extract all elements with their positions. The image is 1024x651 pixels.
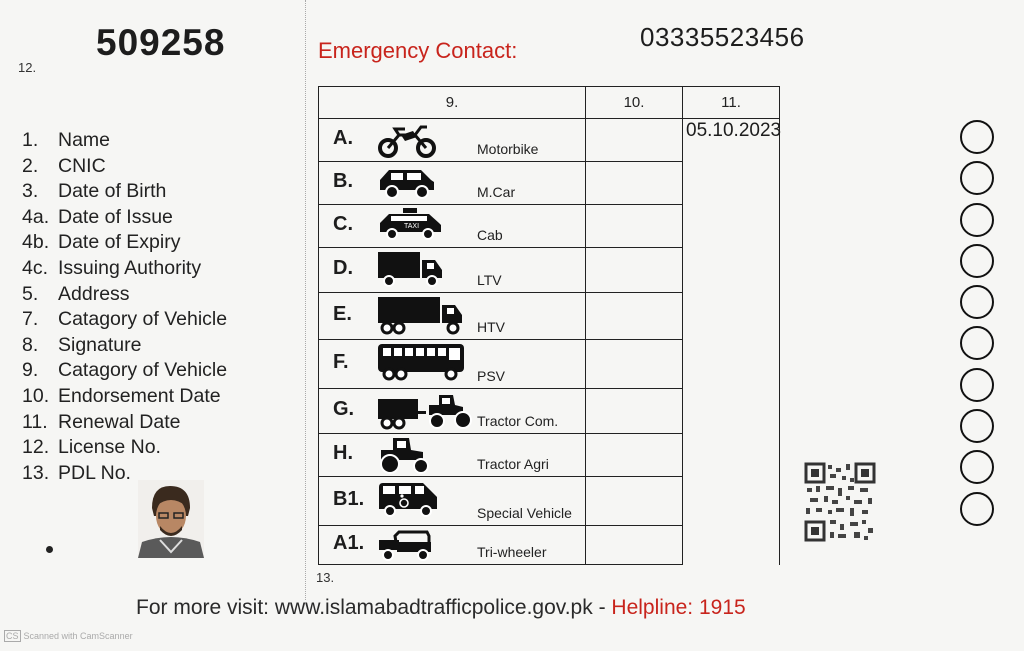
vehicle-category-cell <box>319 162 586 205</box>
header-endorsement: 10. <box>586 87 683 119</box>
vehicle-code: D. <box>333 257 353 279</box>
punch-circles <box>960 120 998 533</box>
renewal-date-cell <box>683 293 780 340</box>
field-number: 11. <box>22 410 48 433</box>
endorsement-date-cell <box>586 340 683 389</box>
punch-circle <box>960 203 994 237</box>
endorsement-date-cell <box>586 477 683 526</box>
field-number: 10. <box>22 384 50 407</box>
scanner-text: Scanned with CamScanner <box>23 631 133 641</box>
vehicle-name: Tractor Agri <box>477 456 549 472</box>
endorsement-date-cell <box>586 119 683 162</box>
vehicle-row <box>319 526 780 565</box>
field-legend-item <box>22 230 227 256</box>
vehicle-name: LTV <box>477 272 502 288</box>
light-truck-icon <box>377 250 443 293</box>
punch-circle <box>960 409 994 443</box>
vehicle-name: Tractor Com. <box>477 413 559 429</box>
field-number: 4c. <box>22 256 49 279</box>
tractor-trailer-icon <box>377 393 473 436</box>
vehicle-category-cell <box>319 477 586 526</box>
endorsement-date-cell <box>586 162 683 205</box>
vehicle-code: B. <box>333 170 353 192</box>
field-legend <box>22 128 227 486</box>
punch-circle <box>960 120 994 154</box>
renewal-date-cell <box>683 434 780 477</box>
taxi-icon <box>377 207 443 246</box>
field-number: 9. <box>22 359 39 382</box>
field-label: License No. <box>58 436 161 459</box>
vehicle-category-table <box>318 86 780 565</box>
tractor-icon <box>377 436 431 479</box>
endorsement-date-cell <box>586 389 683 434</box>
vehicle-row <box>319 389 780 434</box>
vehicle-category-cell <box>319 526 586 565</box>
qr-code <box>804 462 876 542</box>
field-number: 4a. <box>22 205 50 228</box>
vehicle-name: Motorbike <box>477 141 539 157</box>
punch-circle <box>960 368 994 402</box>
field-legend-item <box>22 307 227 333</box>
punch-circle <box>960 161 994 195</box>
tri-wheeler-icon <box>377 526 435 569</box>
vehicle-name: PSV <box>477 368 506 384</box>
field-legend-item <box>22 384 227 410</box>
vehicle-row <box>319 293 780 340</box>
header-renewal: 11. <box>683 87 780 119</box>
motorbike-icon <box>377 121 437 164</box>
field-number: 1. <box>22 129 39 151</box>
field-label: Issuing Authority <box>58 256 202 279</box>
vehicle-row <box>319 477 780 526</box>
field-legend-item <box>22 154 227 180</box>
field-label: Date of Birth <box>58 180 167 203</box>
field-label: Address <box>58 282 130 305</box>
license-no-marker: 12. <box>18 60 37 75</box>
punch-circle <box>960 326 994 360</box>
field-number: 13. <box>22 461 50 484</box>
field-number: 4b. <box>22 231 50 254</box>
taxi-sign-text: TAXI <box>404 223 420 230</box>
vehicle-code: A1. <box>333 532 365 554</box>
field-legend-item <box>22 282 227 308</box>
vehicle-row <box>319 340 780 389</box>
endorsement-date-cell <box>586 434 683 477</box>
pdl-marker: 13. <box>316 570 335 585</box>
vehicle-code: B1. <box>333 488 365 510</box>
endorsement-date-cell <box>586 526 683 565</box>
vehicle-code: A. <box>333 127 353 149</box>
heavy-truck-icon <box>377 295 463 340</box>
field-label: Endorsement Date <box>58 384 221 407</box>
vehicle-category-cell <box>319 340 586 389</box>
field-label: Catagory of Vehicle <box>58 359 228 382</box>
footer-website-link[interactable]: www.islamabadtrafficpolice.gov.pk <box>274 596 593 619</box>
vehicle-category-cell <box>319 119 586 162</box>
license-number: 509258 <box>96 22 226 63</box>
field-label: Signature <box>58 333 142 356</box>
renewal-date-cell <box>683 162 780 205</box>
punch-circle <box>960 244 994 278</box>
vehicle-row <box>319 434 780 477</box>
field-label: Name <box>58 129 111 151</box>
punch-circle <box>960 492 994 526</box>
field-legend-item <box>22 128 227 154</box>
renewal-date-cell <box>683 389 780 434</box>
vehicle-row <box>319 205 780 248</box>
field-number: 2. <box>22 154 39 177</box>
field-label: CNIC <box>58 154 106 177</box>
field-label: PDL No. <box>58 461 131 484</box>
field-number: 7. <box>22 308 39 331</box>
vehicle-code: C. <box>333 213 353 235</box>
punch-circle <box>960 285 994 319</box>
field-number: 5. <box>22 282 39 305</box>
vehicle-category-cell <box>319 248 586 293</box>
renewal-date-cell <box>683 205 780 248</box>
camscanner-logo: CS <box>6 631 19 641</box>
field-label: Catagory of Vehicle <box>58 308 228 331</box>
field-number: 12. <box>22 436 50 459</box>
header-category: 9. <box>319 87 586 119</box>
field-legend-item <box>22 435 227 461</box>
renewal-date-cell <box>683 526 780 565</box>
bus-icon <box>377 342 467 387</box>
emergency-contact-number: 03335523456 <box>640 22 805 52</box>
field-number: 8. <box>22 333 39 356</box>
holder-photo <box>138 480 204 558</box>
renewal-date-cell <box>683 477 780 526</box>
vehicle-name: Cab <box>477 227 503 243</box>
field-legend-item <box>22 179 227 205</box>
vehicle-category-cell <box>319 434 586 477</box>
wheelchair-van-icon <box>377 481 439 524</box>
renewal-date-cell <box>683 340 780 389</box>
renewal-date-cell <box>683 248 780 293</box>
vehicle-code: G. <box>333 398 355 420</box>
field-legend-item <box>22 205 227 231</box>
vehicle-category-cell <box>319 293 586 340</box>
footer <box>136 596 746 620</box>
vehicle-name: HTV <box>477 319 505 335</box>
field-number: 3. <box>22 180 39 203</box>
vehicle-category-cell <box>319 389 586 434</box>
vehicle-name: M.Car <box>477 184 516 200</box>
footer-separator: - <box>598 596 606 619</box>
vehicle-category-cell <box>319 205 586 248</box>
vehicle-row <box>319 162 780 205</box>
vehicle-code: F. <box>333 351 349 373</box>
endorsement-date-cell <box>586 293 683 340</box>
vehicle-row <box>319 248 780 293</box>
field-legend-item <box>22 358 227 384</box>
field-label: Date of Issue <box>58 205 173 228</box>
renewal-date: 05.10.2023 <box>686 120 782 141</box>
footer-helpline: Helpline: 1915 <box>611 596 746 619</box>
field-label: Date of Expiry <box>58 231 181 254</box>
divider <box>305 0 306 600</box>
field-legend-item <box>22 256 227 282</box>
field-label: Renewal Date <box>58 410 181 433</box>
ink-dot <box>46 546 53 553</box>
footer-visit-label: For more visit: <box>136 596 270 619</box>
car-icon <box>377 166 437 205</box>
field-legend-item <box>22 333 227 359</box>
punch-circle <box>960 450 994 484</box>
field-legend-item <box>22 410 227 436</box>
emergency-contact-label: Emergency Contact: <box>318 38 518 63</box>
scanner-watermark <box>4 630 133 642</box>
vehicle-name: Special Vehicle <box>477 505 572 521</box>
endorsement-date-cell <box>586 248 683 293</box>
vehicle-code: H. <box>333 442 353 464</box>
vehicle-name: Tri-wheeler <box>477 544 547 560</box>
endorsement-date-cell <box>586 205 683 248</box>
vehicle-code: E. <box>333 303 352 325</box>
